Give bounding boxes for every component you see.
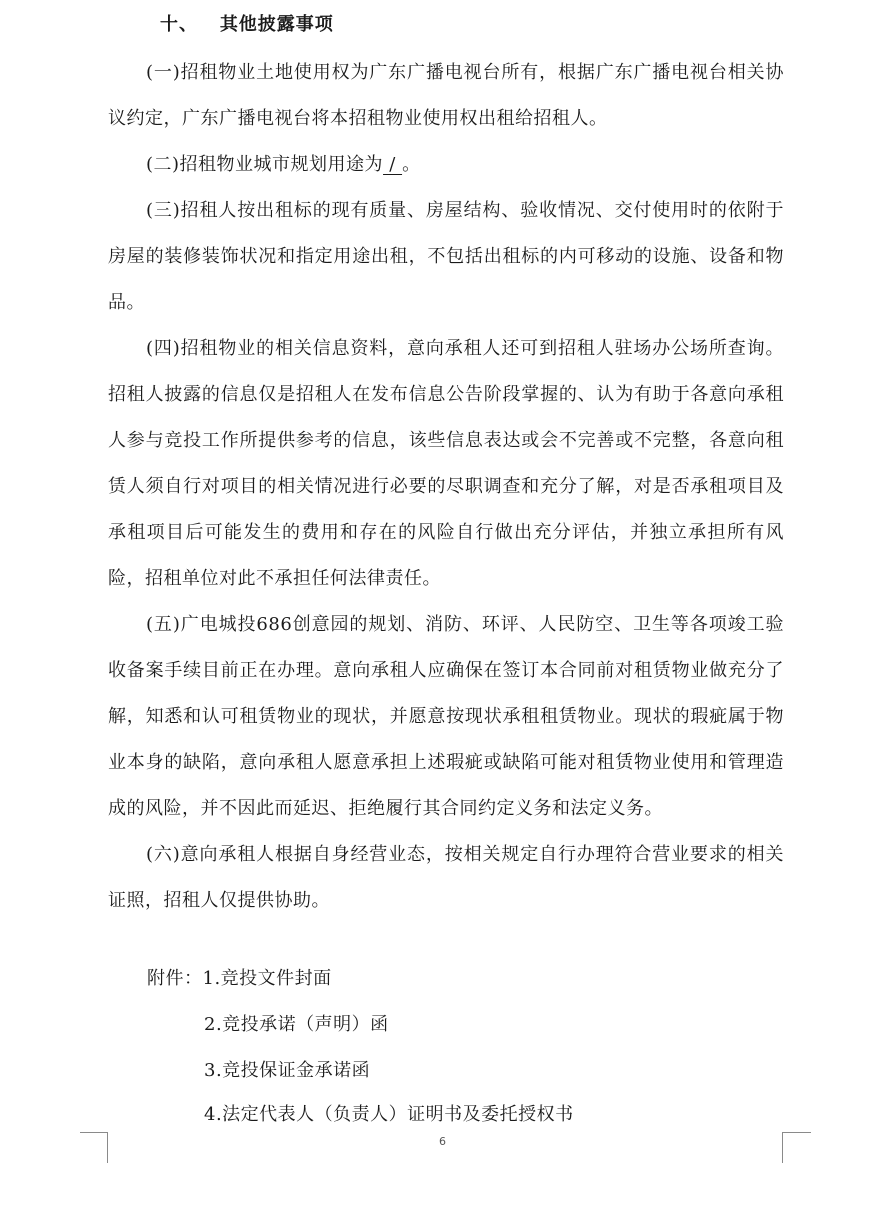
paragraph-2-text: (二)招租物业城市规划用途为 <box>146 154 384 175</box>
attachment-text: 1.竞投文件封面 <box>202 968 332 989</box>
paragraph-3: (三)招租人按出租标的现有质量、房屋结构、验收情况、交付使用时的依附于房屋的装修装饰状况和指定用途出租，不包括出租标的内可移动的设施、设备和物品。 <box>108 200 784 313</box>
page-number: 6 <box>439 1135 446 1148</box>
attachment-item-3: 3.竞投保证金承诺函 <box>204 1060 371 1081</box>
paragraph-2 <box>108 142 784 188</box>
paragraph-2-end: 。 <box>402 154 421 175</box>
paragraph-5: (五)广电城投686创意园的规划、消防、环评、人民防空、卫生等各项竣工验收备案手续目前正在办理。意向承租人应确保在签订本合同前对租赁物业做充分了解，知悉和认可租赁物业的现状，并愿意按现状承租租赁物业。现状的瑕疵属于物业本身的缺陷，意向承租人愿意承担上述瑕疵或缺陷可能对租赁物业使用和管理造成的风险，并不因此而延迟、拒绝履行其合同约定义务和法定义务。 <box>108 614 784 819</box>
section-heading <box>160 10 334 36</box>
section-number: 十、 <box>160 14 198 35</box>
planned-use-value: / <box>383 154 403 175</box>
attachment-item-4: 4.法定代表人（负责人）证明书及委托授权书 <box>204 1104 574 1125</box>
section-title: 其他披露事项 <box>219 14 334 35</box>
paragraph-4: (四)招租物业的相关信息资料，意向承租人还可到招租人驻场办公场所查询。招租人披露的信息仅是招租人在发布信息公告阶段掌握的、认为有助于各意向承租人参与竞投工作所提供参考的信息，该些信息表达或会不完善或不完整，各意向租赁人须自行对项目的相关情况进行必要的尽职调查和充分了解，对是否承租项目及承租项目后可能发生的费用和存在的风险自行做出充分评估，并独立承担所有风险，招租单位对此不承担任何法律责任。 <box>108 338 784 589</box>
paragraph-6: (六)意向承租人根据自身经营业态，按相关规定自行办理符合营业要求的相关证照，招租人仅提供协助。 <box>108 844 784 911</box>
paragraph-1: (一)招租物业土地使用权为广东广播电视台所有，根据广东广播电视台相关协议约定，广东广播电视台将本招租物业使用权出租给招租人。 <box>108 62 784 129</box>
attachment-item-2: 2.竞投承诺（声明）函 <box>204 1014 389 1035</box>
attachment-item-1 <box>147 964 332 990</box>
attachments-label: 附件： <box>147 968 203 989</box>
